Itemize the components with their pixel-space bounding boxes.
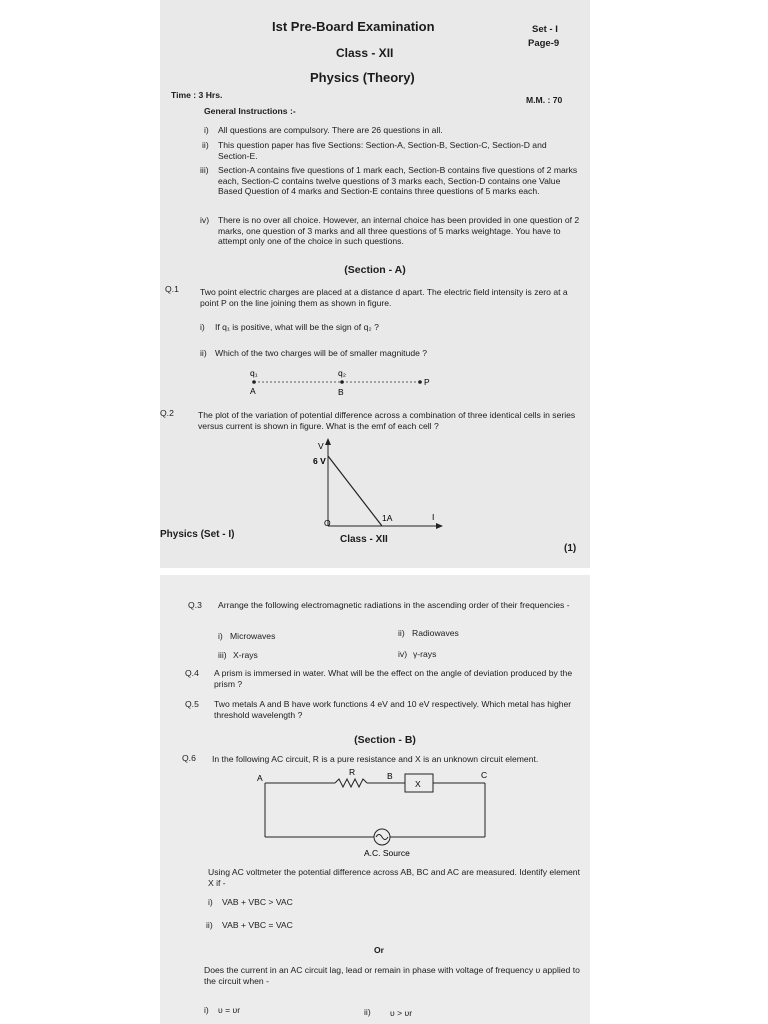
charge-b-dot [340,380,344,384]
node-a-label: A [257,773,263,783]
page-label: Page-9 [528,38,560,49]
instruction-text: All questions are compulsory. There are 26 questions in all. [218,125,443,135]
i-axis-label: I [432,512,435,522]
question-number: Q.3 [188,600,202,610]
option-text: X-rays [233,650,258,660]
origin-label: O [324,518,331,528]
question-text: Using AC voltmeter the potential difference across AB, BC and AC are measured. Identify element X if - [208,867,580,888]
instruction-number: ii) [202,140,209,150]
node-b-label: B [387,771,393,781]
option-number: i) [218,631,223,641]
exam-page-1 [160,0,590,568]
instruction-number: iii) [200,165,209,175]
instruction-number: iv) [200,215,210,225]
question-text: In the following AC circuit, R is a pure resistance and X is an unknown circuit element. [212,754,539,764]
question-text: Arrange the following electromagnetic radiations in the ascending order of their frequencies - [218,600,570,610]
footer-page-number: (1) [564,543,577,554]
case-number: i) [208,897,213,907]
v-value-label: 6 V [313,456,326,466]
p-label: P [424,377,430,387]
exam-title: Ist Pre-Board Examination [272,19,435,34]
section-a-heading: (Section - A) [344,264,406,276]
node-c-label: C [481,770,488,780]
condition-text: VAB + VBC > VAC [222,897,293,907]
resistor-r-label: R [349,767,356,777]
time-label: Time : 3 Hrs. [171,90,223,100]
q1-label: q₁ [250,368,258,378]
question-number: Q.1 [165,284,179,294]
instruction-text: This question paper has five Sections: Section-A, Section-B, Section-C, Section-D and Section-E. [218,140,547,161]
q2-label: q₂ [338,368,347,378]
question-text: Does the current in an AC circuit lag, lead or remain in phase with voltage of frequency υ applied to the circuit when - [204,965,580,986]
case-number: i) [204,1005,209,1015]
v-axis-label: V [318,441,324,451]
question-text: Two point electric charges are placed at a distance d apart. The electric field intensity is zero at a point P on the line joining them as shown in figure. [200,287,568,308]
exam-page-2 [160,575,590,1024]
ac-source-label: A.C. Source [364,848,410,858]
instructions-heading: General Instructions :- [204,106,296,116]
question-text: The plot of the variation of potential difference across a combination of three identical cells in series versus current is shown in figure. What is the emf of each cell ? [198,410,576,431]
question-number: Q.6 [182,753,196,763]
case-number: ii) [206,920,213,930]
resistor-r [335,779,367,787]
condition-text: υ > υr [390,1008,413,1018]
section-b-heading: (Section - B) [354,734,416,746]
question-number: Q.4 [185,668,199,678]
max-marks: M.M. : 70 [526,95,563,105]
charge-a-dot [252,380,256,384]
or-label: Or [374,945,385,955]
question-part-text: Which of the two charges will be of smaller magnitude ? [215,348,428,358]
option-text: γ-rays [413,649,437,659]
case-number: ii) [364,1007,371,1017]
question-part-text: If q₁ is positive, what will be the sign of q₂ ? [215,322,379,332]
a-label: A [250,386,256,396]
set-label: Set - I [532,24,558,35]
i-value-label: 1A [382,513,393,523]
b-label: B [338,387,344,397]
charges-figure [240,365,440,399]
instruction-number: i) [204,125,209,135]
question-number: Q.5 [185,699,199,709]
class-label: Class - XII [336,46,394,60]
footer-left: Physics (Set - I) [160,529,235,540]
option-number: ii) [398,628,405,638]
vi-graph [310,436,450,532]
vi-line [328,456,382,526]
option-number: iv) [398,649,408,659]
ac-circuit-figure [255,765,505,861]
subject-title: Physics (Theory) [310,70,415,85]
condition-text: υ = υr [218,1005,241,1015]
option-text: Microwaves [230,631,276,641]
point-p-dot [418,380,422,384]
instruction-text: There is no over all choice. However, an internal choice has been provided in one question of 2 marks, one question of 3 marks and all three questions of 5 marks weightage. You have to attempt only one of the choice in such questions. [218,215,580,246]
footer-center: Class - XII [340,534,388,545]
condition-text: VAB + VBC = VAC [222,920,293,930]
question-text: A prism is immersed in water. What will be the effect on the angle of deviation produced by the prism ? [214,668,573,689]
instruction-text: Section-A contains five questions of 1 mark each, Section-B contains five questions of 2 marks each, Section-C contains twelve questions of 3 marks each, Section-D contains one Value Based Question of 4 marks and Section-E contains three questions of 5 marks each. [218,165,578,196]
element-x-label: X [415,779,421,789]
option-number: iii) [218,650,227,660]
question-number: Q.2 [160,408,174,418]
option-text: Radiowaves [412,628,459,638]
part-number: ii) [200,348,207,358]
part-number: i) [200,322,205,332]
question-text: Two metals A and B have work functions 4 eV and 10 eV respectively. Which metal has higher threshold wavelength ? [214,699,572,720]
